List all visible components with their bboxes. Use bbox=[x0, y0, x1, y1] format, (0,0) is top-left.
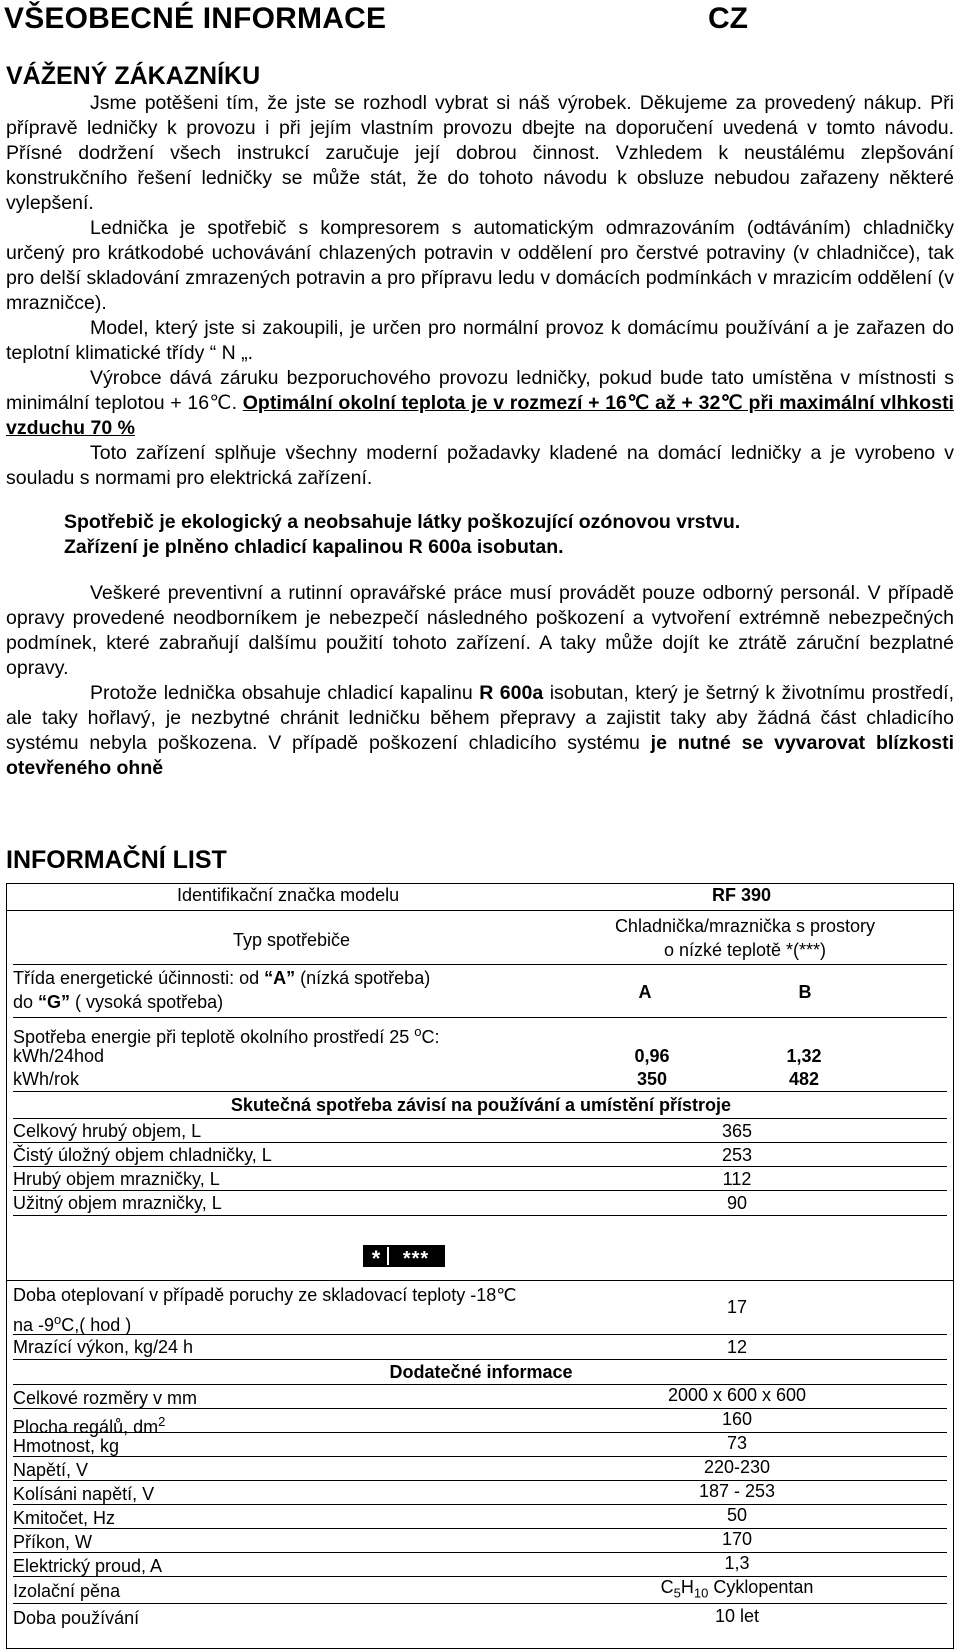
customer-paragraph-2: Lednička je spotřebič s kompresorem s automatickým odmrazováním (odtáváním) chladničky určený pro krátkodobé uchovávání chlazených potravin v oddělení pro čerstvé potraviny (v chladničce), tak pro delší skladování zmrazených potravin a pro přípravu ledu v domácích podmínkách v mrazicím oddělení (v mrazničce). bbox=[6, 217, 954, 314]
language-code: CZ bbox=[708, 2, 748, 35]
info-table bbox=[6, 883, 954, 1649]
service-paragraph-1: Veškeré preventivní a rutinní opravářské práce musí provádět pouze odborný personál. V případě opravy provedené neodborníkem je nebezpečí následného poškození a vytvoření extrémně nebezpečných podmínek, které zabraňují dalšímu použití tohoto zařízení. A taky může dojít ke ztrátě záruční bezplatné opravy. bbox=[6, 582, 954, 679]
energy-class-label-line-2: do “G” ( vysoká spotřeba) bbox=[13, 992, 224, 1012]
refrigerant-name: R 600a bbox=[479, 682, 544, 704]
kwh-day-label: kWh/24hod bbox=[13, 1046, 105, 1066]
customer-paragraph-1: Jsme potěšeni tím, že jste se rozhodl vybrat si náš výrobek. Děkujeme za provedený nákup. Při přípravě ledničky k provozu i při jejím vlastním provozu dbejte na doporučení uvedená v tomto návodu. Přísné dodržení všech instrukcí zaručuje její dobrou činnost. Vzhledem k neustálému zlepšování konstrukčního řešení ledničky se může stát, že do tohoto návodu k obsluze nebudou zařazeny některé vylepšení. bbox=[6, 92, 954, 214]
type-label: Typ spotřebiče bbox=[233, 930, 351, 950]
volume-value-freezer-usable: 90 bbox=[726, 1193, 748, 1213]
extra-value-frequency: 50 bbox=[726, 1505, 748, 1525]
divider bbox=[13, 964, 947, 965]
type-value-line-2: o nízké teplotě *(***) bbox=[663, 940, 827, 960]
warmup-value: 17 bbox=[726, 1297, 748, 1317]
insulation-value: $C_5H_{10}$ Cyklopentan bbox=[660, 1577, 814, 1601]
energy-class-fridge: A bbox=[638, 982, 652, 1002]
type-value-line-1: Chladnička/mraznička s prostory bbox=[614, 916, 876, 936]
actual-consumption-note: Skutečná spotřeba závisí na používání a umístění přístroje bbox=[230, 1095, 732, 1115]
model-value: RF 390 bbox=[712, 885, 772, 905]
eco-line-2: Zařízení je plněno chladicí kapalinou R 600a isobutan. bbox=[64, 536, 564, 558]
optimal-temperature-text: Optimální okolní teplota je v rozmezí + 16℃ až + 32℃ při maximální vlhkosti vzduchu 70 % bbox=[6, 392, 954, 439]
extra-label-power: Příkon, W bbox=[13, 1532, 93, 1552]
volume-label-fridge: Čistý úložný objem chladničky, L bbox=[13, 1145, 272, 1165]
additional-info-heading: Dodatečné informace bbox=[389, 1362, 573, 1382]
single-star-icon: * bbox=[365, 1247, 387, 1265]
extra-label-current: Elektrický proud, A bbox=[13, 1556, 163, 1576]
volume-value-freezer-gross: 112 bbox=[722, 1169, 752, 1189]
kwh-year-value-a: 350 bbox=[636, 1069, 668, 1089]
energy-class-freezer: B bbox=[798, 982, 812, 1002]
warmup-label-line-2: na -9$^o$C,( hod ) bbox=[13, 1312, 132, 1335]
extra-label-voltage-range: Kolísáni napětí, V bbox=[13, 1484, 155, 1504]
divider bbox=[7, 910, 953, 911]
divider bbox=[13, 1215, 947, 1216]
freezer-star-rating-icon bbox=[363, 1245, 445, 1267]
service-p2-part-a: Protože lednička obsahuje chladicí kapalinu bbox=[90, 682, 480, 704]
kwh-day-value-a: 0,96 bbox=[634, 1046, 670, 1066]
lifetime-value: 10 let bbox=[714, 1606, 760, 1626]
service-paragraph-2 bbox=[6, 681, 954, 781]
volume-label-freezer-usable: Užitný objem mrazničky, L bbox=[13, 1193, 222, 1213]
extra-label-shelf-area: Plocha regálů, $dm^2$ bbox=[13, 1414, 166, 1437]
volume-label-freezer-gross: Hrubý objem mrazničky, L bbox=[13, 1169, 220, 1189]
divider bbox=[13, 1091, 947, 1092]
warmup-label-line-1: Doba oteplovaní v případě poruchy ze skladovací teploty -18℃ bbox=[13, 1285, 517, 1305]
customer-paragraph-5: Toto zařízení splňuje všechny moderní požadavky kladené na domácí ledničky a je vyrobeno v souladu s normami pro elektrická zařízení. bbox=[6, 442, 954, 489]
customer-paragraph-4 bbox=[6, 366, 954, 441]
customer-heading: VÁŽENÝ ZÁKAZNÍKU bbox=[6, 62, 261, 90]
extra-value-voltage-range: 187 - 253 bbox=[698, 1481, 776, 1501]
warranty-text: Výrobce dává záruku bezporuchového provozu ledničky, pokud bude tato umístěna v místnosti s minimální teplotou + 16℃. bbox=[6, 367, 954, 414]
extra-value-shelf-area: 160 bbox=[721, 1409, 753, 1429]
divider bbox=[7, 1280, 953, 1281]
customer-paragraph-3: Model, který jste si zakoupili, je určen pro normální provoz k domácímu používání a je zařazen do teplotní klimatické třídy “ N „. bbox=[6, 317, 954, 364]
divider bbox=[13, 1603, 947, 1604]
volume-value-fridge: 253 bbox=[721, 1145, 753, 1165]
volume-label-total: Celkový hrubý objem, L bbox=[13, 1121, 202, 1141]
kwh-year-value-b: 482 bbox=[788, 1069, 820, 1089]
eco-line-1: Spotřebič je ekologický a neobsahuje látky poškozující ozónovou vrstvu. bbox=[64, 511, 741, 533]
kwh-year-label: kWh/rok bbox=[13, 1069, 80, 1089]
page-title: VŠEOBECNÉ INFORMACE bbox=[4, 2, 387, 35]
info-sheet-heading: INFORMAČNÍ LIST bbox=[6, 846, 227, 874]
extra-label-dimensions: Celkové rozměry v mm bbox=[13, 1388, 198, 1408]
energy-class-label-line-1: Třída energetické účinnosti: od “A” (nízká spotřeba) bbox=[13, 968, 431, 988]
extra-value-weight: 73 bbox=[726, 1433, 748, 1453]
extra-value-dimensions: 2000 x 600 x 600 bbox=[667, 1385, 807, 1405]
triple-star-icon: *** bbox=[389, 1247, 443, 1265]
consumption-label: Spotřeba energie při teplotě okolního prostředí 25 $^o$C: bbox=[13, 1024, 440, 1047]
extra-value-current: 1,3 bbox=[724, 1553, 750, 1573]
extra-value-power: 170 bbox=[721, 1529, 753, 1549]
service-text bbox=[6, 581, 954, 781]
customer-text bbox=[6, 91, 954, 491]
extra-label-weight: Hmotnost, kg bbox=[13, 1436, 120, 1456]
kwh-day-value-b: 1,32 bbox=[786, 1046, 822, 1066]
freeze-capacity-label: Mrazící výkon, kg/24 h bbox=[13, 1337, 194, 1357]
extra-label-voltage: Napětí, V bbox=[13, 1460, 89, 1480]
divider bbox=[13, 1017, 947, 1018]
volume-value-total: 365 bbox=[721, 1121, 753, 1141]
model-label: Identifikační značka modelu bbox=[177, 885, 400, 905]
lifetime-label: Doba používání bbox=[13, 1608, 140, 1628]
insulation-label: Izolační pěna bbox=[13, 1581, 121, 1601]
fire-warning: je nutné se vyvarovat blízkosti otevřeného ohně bbox=[6, 732, 954, 779]
service-p2-part-c: isobutan, který je šetrný k životnímu prostředí, ale taky hořlavý, je nezbytné chránit ledničku během přepravy a zajistit taky aby žádná část chladicího systému nebyla poškozena. V případě poškození chladicího systému bbox=[6, 682, 954, 754]
extra-label-frequency: Kmitočet, Hz bbox=[13, 1508, 116, 1528]
freeze-capacity-value: 12 bbox=[726, 1337, 748, 1357]
extra-value-voltage: 220-230 bbox=[703, 1457, 771, 1477]
